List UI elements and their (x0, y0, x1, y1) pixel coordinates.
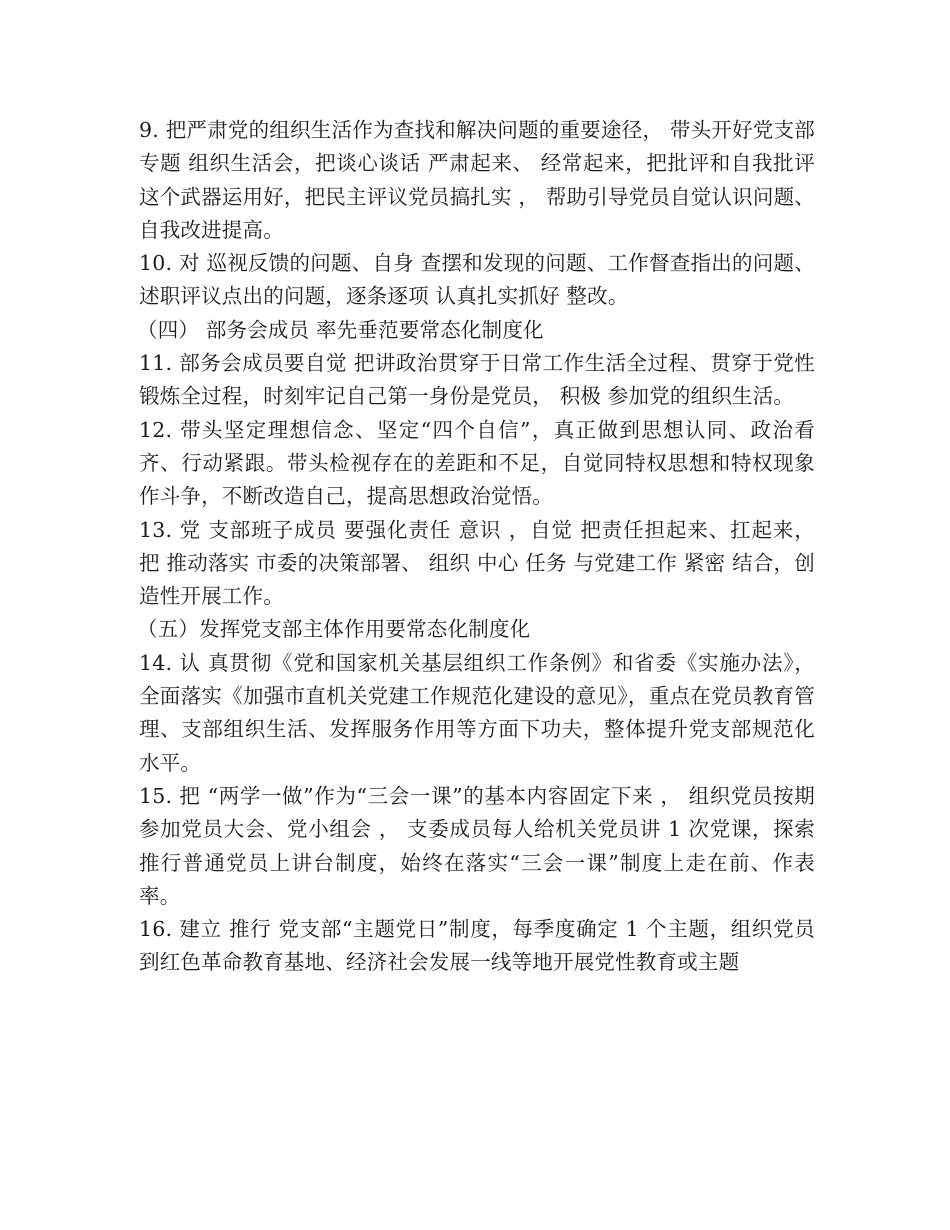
paragraph-item-9: 9. 把严肃党的组织生活作为查找和解决问题的重要途径， 带头开好党支部专题 组织生活会，把谈心谈话 严肃起来、 经常起来，把批评和自我批评这个武器运用好，把民主评议党员搞扎实 ， 帮助引导党员自觉认识问题、自我改进提高。 (139, 118, 815, 242)
document-body (139, 114, 815, 980)
paragraph-item-11: 11. 部务会成员要自觉 把讲政治贯穿于日常工作生活全过程、贯穿于党性锻炼全过程，时刻牢记自己第一身份是党员， 积极 参加党的组织生活。 (139, 351, 815, 409)
section-heading-4: （四） 部务会成员 率先垂范要常态化制度化 (137, 317, 544, 342)
paragraph-item-12: 12. 带头坚定理想信念、坚定“四个自信”，真正做到思想认同、政治看齐、行动紧跟。带头检视存在的差距和不足，自觉同特权思想和特权现象作斗争，不断改造自己，提高思想政治觉悟。 (139, 417, 815, 509)
section-heading-5: （五）发挥党支部主体作用要常态化制度化 (137, 617, 531, 642)
paragraph-item-13: 13. 党 支部班子成员 要强化责任 意识 ，自觉 把责任担起来、扛起来， 把 推动落实 市委的决策部署、 组织 中心 任务 与党建工作 紧密 结合，创造性开展工作。 (139, 517, 815, 609)
paragraph-item-15: 15. 把 “两学一做”作为“三会一课”的基本内容固定下来 ， 组织党员按期参加党员大会、党小组会 ， 支委成员每人给机关党员讲 1 次党课，探索推行普通党员上讲台制度，始终在落实“三会一课”制度上走在前、作表率。 (139, 783, 815, 908)
paragraph-item-16: 16. 建立 推行 党支部“主题党日”制度，每季度确定 1 个主题，组织党员到红色革命教育基地、经济社会发展一线等地开展党性教育或主题 (139, 917, 815, 975)
paragraph-item-14: 14. 认 真贯彻《党和国家机关基层组织工作条例》和省委《实施办法》，全面落实《加强市直机关党建工作规范化建设的意见》，重点在党员教育管理、支部组织生活、发挥服务作用等方面下功夫，整体提升党支部规范化水平。 (139, 650, 815, 775)
paragraph-item-10: 10. 对 巡视反馈的问题、自身 查摆和发现的问题、工作督查指出的问题、述职评议点出的问题，逐条逐项 认真扎实抓好 整改。 (139, 251, 815, 309)
